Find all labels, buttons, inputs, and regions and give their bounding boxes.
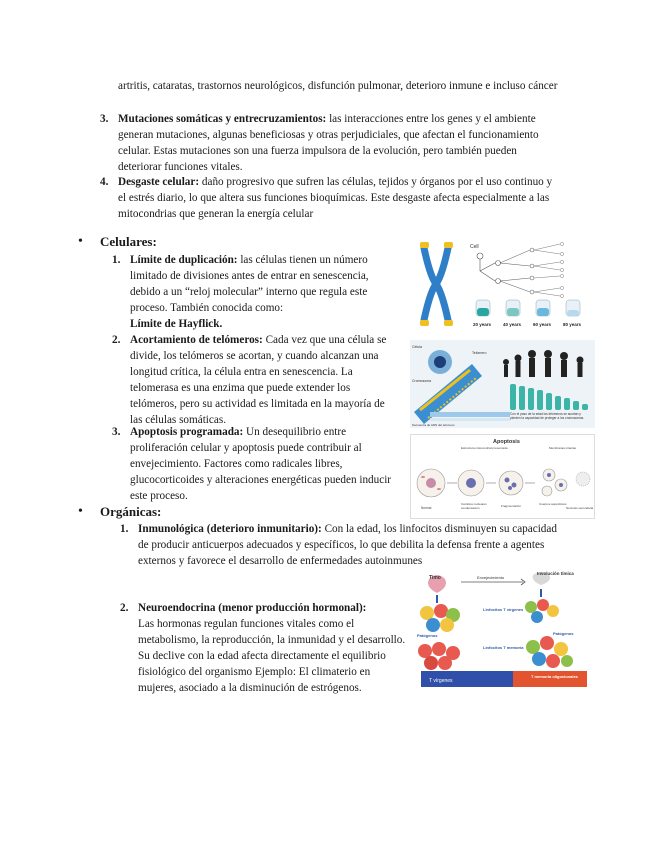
lymphocyte-cluster [525,599,559,623]
item-text: las interacciones entre los genes y el ambiente generan mutaciones, algunas beneficiosas y otras perjudiciales, que afectan el funcionamiento celular. Estas mutaciones son una fuerza impulsora de la evolución, pero también pueden deteriorar funciones vitales. [118,113,539,173]
test-tubes [476,300,580,316]
lymphocyte-cluster [420,604,460,632]
immune-figure [413,567,595,693]
telomere-caption: Con el paso de la edad los telómeros se acortan y pierden la capacidad de proteger a los cromosomas [510,412,584,420]
telomere-illustration [410,340,595,428]
bullet-icon: • [78,234,83,249]
apoptosis-label: Normal [421,506,432,510]
telomere-figure [410,340,595,428]
telomere-label: Secuencia de ADN del telómero [412,423,455,427]
list-item [118,111,558,175]
item-text: las células tienen un número limitado de divisiones antes de entrar en senescencia, debido a un “reloj molecular” interno que regula este proceso. También conocida como: [130,254,369,314]
list-item [138,600,406,696]
apoptosis-label: Estructura mitocondrial preservada [461,446,508,450]
list-number: 2. [120,602,129,614]
item-title: Mutaciones somáticas y entrecruzamientos: [118,113,327,125]
immune-label: Linfocitos T vírgenes [483,607,524,612]
immune-label: Timo [429,575,441,581]
item-title: Neuroendocrina (menor producción hormonal): [138,602,367,614]
apoptosis-label: Membranas intactas [549,446,577,450]
list-number: 1. [120,523,129,535]
apoptosis-label: Cambios nucleares [461,502,487,506]
apoptosis-label: condensación [461,506,480,510]
item-extra: Límite de Hayflick. [130,318,223,330]
age-label: 40 years [503,322,522,327]
item-title: Acortamiento de telómeros: [130,334,263,346]
apoptosis-label: Cuerpos apoptóticos [539,502,567,506]
item-text: daño progresivo que sufren las células, tejidos y órganos por el uso continuo y el estrés diario, lo que altera sus funciones bioquímicas. Este desgaste afecta especialmente a las mitocondrias que generan la energía celular [118,176,553,220]
lymphocyte-cluster [418,642,460,670]
immune-label: Patógenos [417,633,438,638]
list-item [130,252,392,332]
list-number: 2. [112,334,121,346]
hayflick-illustration [410,236,595,332]
list-number: 3. [100,113,109,125]
intro-continuation: artritis, cataratas, trastornos neurológicos, disfunción pulmonar, deterioro inmune e incluso cáncer [118,80,558,92]
apoptosis-title: Apoptosis [493,439,520,445]
item-text: Cada vez que una célula se divide, los telómeros se acortan, y cuando alcanzan una longitud crítica, la célula entra en senescencia. La telomerasa es una enzima que puede extender los telómeros, pero su actividad es limitada en la mayoría de las células somáticas. [130,334,387,426]
list-item [130,424,392,504]
telomere-label: Célula [412,345,422,349]
list-number: 4. [100,176,109,188]
lymphocyte-cluster [526,636,573,668]
immune-label: Involución tímica [537,571,574,576]
age-label: 80 years [563,322,582,327]
immune-label: T vírgenes [429,678,453,684]
hayflick-figure [410,236,595,332]
age-label: 20 years [473,322,492,327]
item-text: Con la edad, los linfocitos disminuyen su capacidad de producir anticuerpos adecuados y específicos, lo que debilita la defensa frente a agentes externos y favorece el desarrollo de enfermedades autoinmunes [138,523,557,567]
item-text: Un desequilibrio entre proliferación celular y apoptosis puede contribuir al envejecimiento. Factores como radicales libres, glucocorticoides y alteraciones energéticas pueden inducir este proceso. [130,426,392,502]
item-title: Inmunológica (deterioro inmunitario): [138,523,322,535]
list-number: 1. [112,254,121,266]
list-item [118,174,558,222]
immune-label: Patógenos [553,631,574,636]
item-text: Las hormonas regulan funciones vitales como el metabolismo, la reproducción, la inmunidad y el desarrollo. Su declive con la edad afecta directamente el equilibrio fisiológico del organismo Ejemplo: El climaterio en mujeres, asociado a la disminución de estrógenos. [138,618,406,694]
age-label: 60 years [533,322,552,327]
bullet-icon: • [78,504,83,519]
item-title: Desgaste celular: [118,176,200,188]
immune-illustration [413,567,595,693]
immune-label: T memoria oligoclonales [531,674,578,679]
immune-label: Linfocitos T memoria [483,645,524,650]
item-title: Apoptosis programada: [130,426,244,438]
item-title: Límite de duplicación: [130,254,238,266]
cell-label: Cell [470,244,479,250]
section-heading-celulares: Celulares: [100,234,157,249]
apoptosis-illustration [411,435,595,519]
list-number: 3. [112,426,121,438]
section-heading-organicas: Orgánicas: [100,504,162,519]
telomere-label: Telómero [472,351,487,355]
list-item [138,521,558,569]
apoptosis-label: Fragmentación [501,504,522,508]
apoptosis-figure [410,434,595,519]
apoptosis-label: Necrosis secundaria [566,506,594,510]
telomere-label: Cromosoma [412,379,432,383]
list-item [130,332,392,428]
immune-label: Envejecimiento [477,575,505,580]
